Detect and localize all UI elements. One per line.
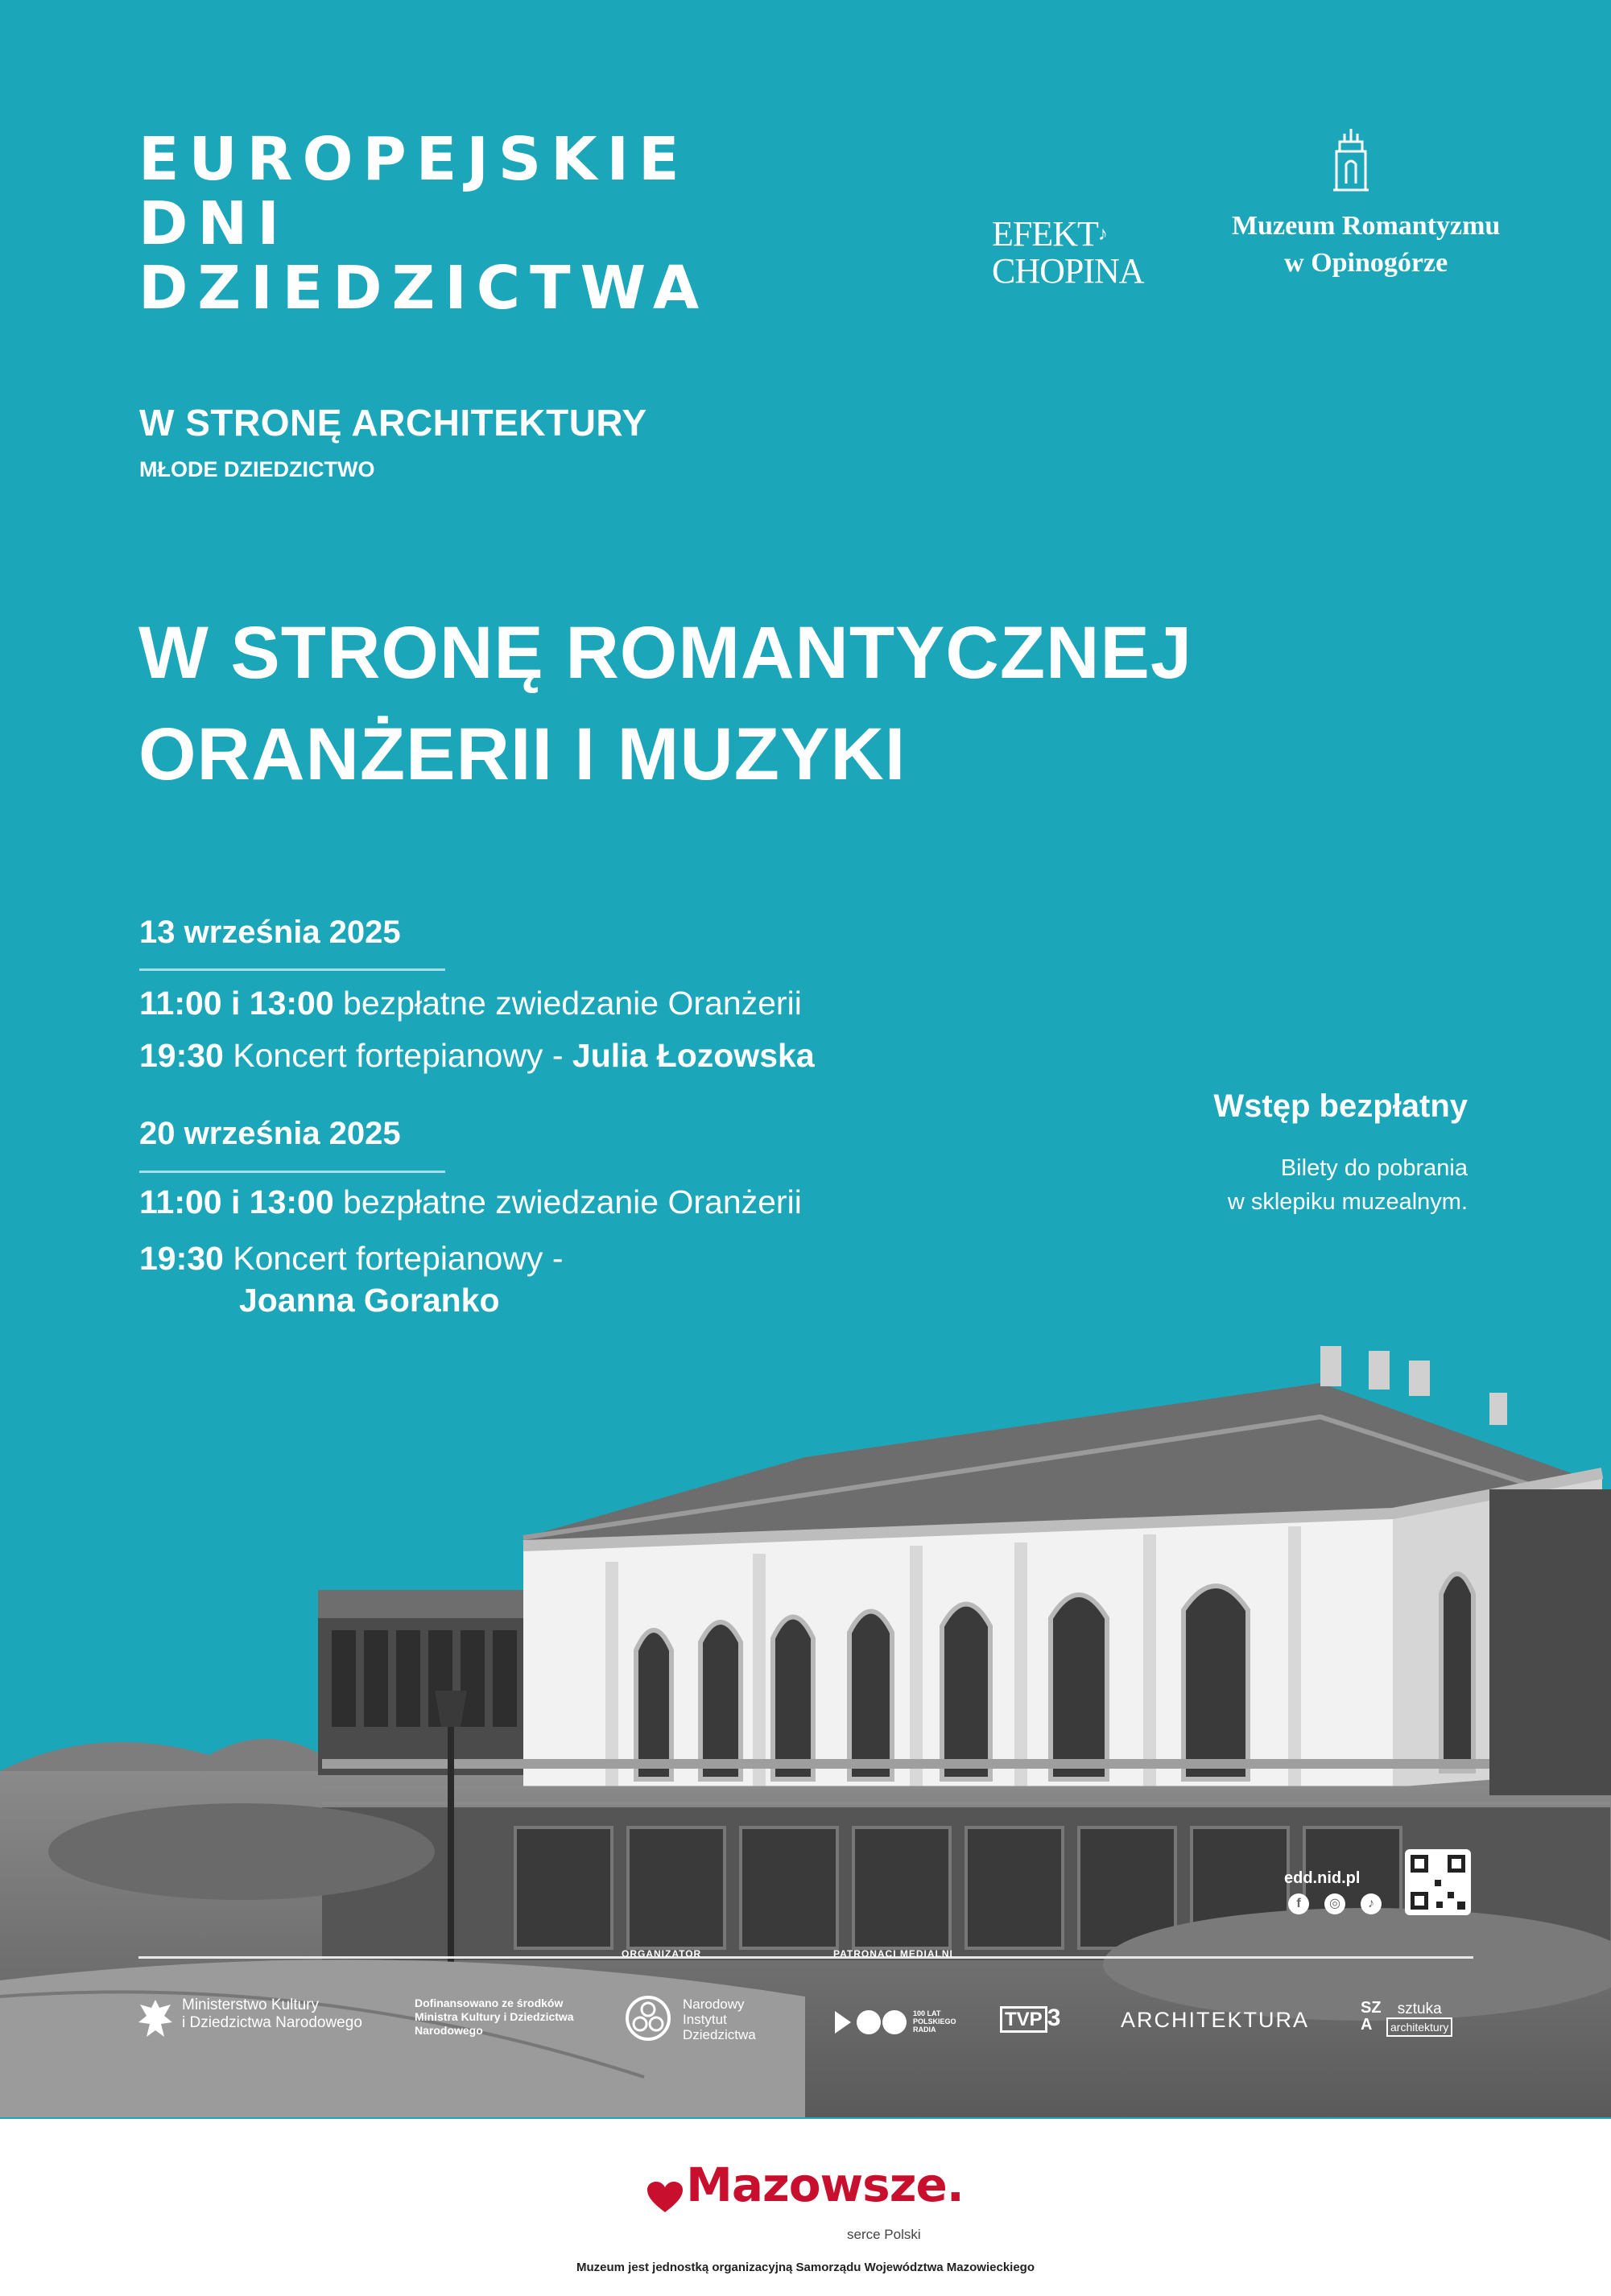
partners-divider xyxy=(138,1956,1473,1959)
event-time: 19:30 xyxy=(139,1037,224,1074)
event-description: Koncert fortepianowy - xyxy=(233,1037,564,1074)
sztuka-line-1: sztuka xyxy=(1397,2001,1442,2017)
nid-logo-icon xyxy=(625,1995,671,2042)
nid-line-2: Instytut xyxy=(683,2012,727,2027)
mazowsze-logo xyxy=(0,2158,1611,2214)
entry-title: Wstęp bezpłatny xyxy=(1213,1088,1468,1124)
eagle-emblem-icon xyxy=(137,1997,174,2045)
music-note-icon: ♪ xyxy=(1097,224,1107,245)
funding-line-1: Dofinansowano ze środków xyxy=(415,1997,564,2009)
event-headline xyxy=(138,602,1192,805)
event-performer-name: Joanna Goranko xyxy=(239,1282,500,1319)
nid-line-3: Dziedzictwa xyxy=(683,2027,756,2042)
media-partners-label: PATRONACI MEDIALNI xyxy=(833,1948,953,1959)
ministry-logo xyxy=(182,1997,362,2032)
tvp-box: TVP xyxy=(1000,2006,1047,2033)
orangery-building-photo xyxy=(0,1272,1611,2117)
ministry-line-2: i Dziedzictwa Narodowego xyxy=(182,2014,362,2031)
schedule-row xyxy=(139,985,802,1022)
tiktok-icon[interactable]: ♪ xyxy=(1361,1893,1382,1914)
schedule-date-2: 20 września 2025 xyxy=(139,1116,401,1151)
theme-title: W STRONĘ ARCHITEKTURY xyxy=(139,402,647,444)
schedule-row xyxy=(139,1037,815,1075)
polskie-radio-icon xyxy=(833,2008,909,2037)
sztuka-architektury-logo xyxy=(1361,2000,1382,2034)
facebook-icon[interactable]: f xyxy=(1288,1893,1309,1914)
museum-tower-icon xyxy=(1330,127,1372,192)
sztuka-architektury-text xyxy=(1386,2001,1452,2037)
sztuka-a: A xyxy=(1361,2016,1373,2034)
date-divider-1 xyxy=(139,968,445,971)
radio-anniversary xyxy=(913,2009,956,2034)
efekt-chopina-logo xyxy=(992,216,1144,290)
event-performer: Julia Łozowska xyxy=(572,1037,815,1074)
entry-info xyxy=(1228,1151,1468,1219)
tvp3-logo xyxy=(1000,2005,1060,2032)
sztuka-sz: SZ xyxy=(1361,1999,1382,2017)
mazowsze-tagline: serce Polski xyxy=(847,2227,921,2242)
funding-line-2: Ministra Kultury i Dziedzictwa xyxy=(415,2010,574,2023)
sztuka-line-2: architektury xyxy=(1386,2017,1452,2037)
event-time: 11:00 i 13:00 xyxy=(139,1183,334,1220)
radio-line-3: RADIA xyxy=(913,2026,936,2034)
edd-line-3: DZIEDZICTWA xyxy=(138,254,709,323)
muzeum-logo-line2: w Opinogórze xyxy=(1284,248,1448,278)
entry-line-1: Bilety do pobrania xyxy=(1280,1155,1468,1181)
theme-subtitle: MŁODE DZIEDZICTWO xyxy=(139,457,375,481)
ministry-line-1: Ministerstwo Kultury xyxy=(182,1997,319,2013)
heart-icon xyxy=(647,2182,683,2214)
event-description: bezpłatne zwiedzanie Oranżerii xyxy=(343,1183,802,1220)
headline-line-2: ORANŻERII I MUZYKI xyxy=(138,713,907,795)
date-divider-2 xyxy=(139,1171,445,1173)
edd-line-1: EUROPEJSKIE xyxy=(138,125,689,194)
nid-logo xyxy=(683,1997,756,2042)
footer-note: Muzeum jest jednostką organizacyjną Samorządu Województwa Mazowieckiego xyxy=(576,2261,1035,2274)
chopin-logo-line2: CHOPINA xyxy=(992,251,1144,291)
radio-line-1: 100 LAT xyxy=(913,2009,941,2017)
nid-line-1: Narodowy xyxy=(683,1997,745,2012)
muzeum-logo-line1: Muzeum Romantyzmu xyxy=(1232,211,1501,241)
funding-line-3: Narodowego xyxy=(415,2024,483,2037)
architektura-logo: ARCHITEKTURA xyxy=(1121,2008,1310,2032)
edd-wordmark xyxy=(138,125,709,323)
website-url[interactable]: edd.nid.pl xyxy=(1284,1869,1361,1887)
funding-note xyxy=(415,1997,574,2038)
headline-line-1: W STRONĘ ROMANTYCZNEJ xyxy=(138,612,1192,694)
event-description: bezpłatne zwiedzanie Oranżerii xyxy=(343,985,802,1022)
event-description: Koncert fortepianowy - xyxy=(233,1240,564,1277)
organizer-label: ORGANIZATOR xyxy=(622,1948,702,1959)
entry-line-2: w sklepiku muzealnym. xyxy=(1227,1189,1468,1215)
tvp-number: 3 xyxy=(1047,2005,1061,2031)
event-time: 19:30 xyxy=(139,1240,224,1277)
mazowsze-wordmark: Mazowsze. xyxy=(686,2158,964,2212)
instagram-icon[interactable]: ◎ xyxy=(1324,1893,1345,1914)
muzeum-romantyzmu-logo xyxy=(1232,208,1500,282)
edd-line-2: DNI xyxy=(138,189,289,258)
radio-line-2: POLSKIEGO xyxy=(913,2017,956,2026)
chopin-logo-line1: EFEKT xyxy=(992,214,1098,254)
schedule-row xyxy=(139,1183,802,1221)
event-time: 11:00 i 13:00 xyxy=(139,985,334,1022)
schedule-date-1: 13 września 2025 xyxy=(139,915,401,950)
